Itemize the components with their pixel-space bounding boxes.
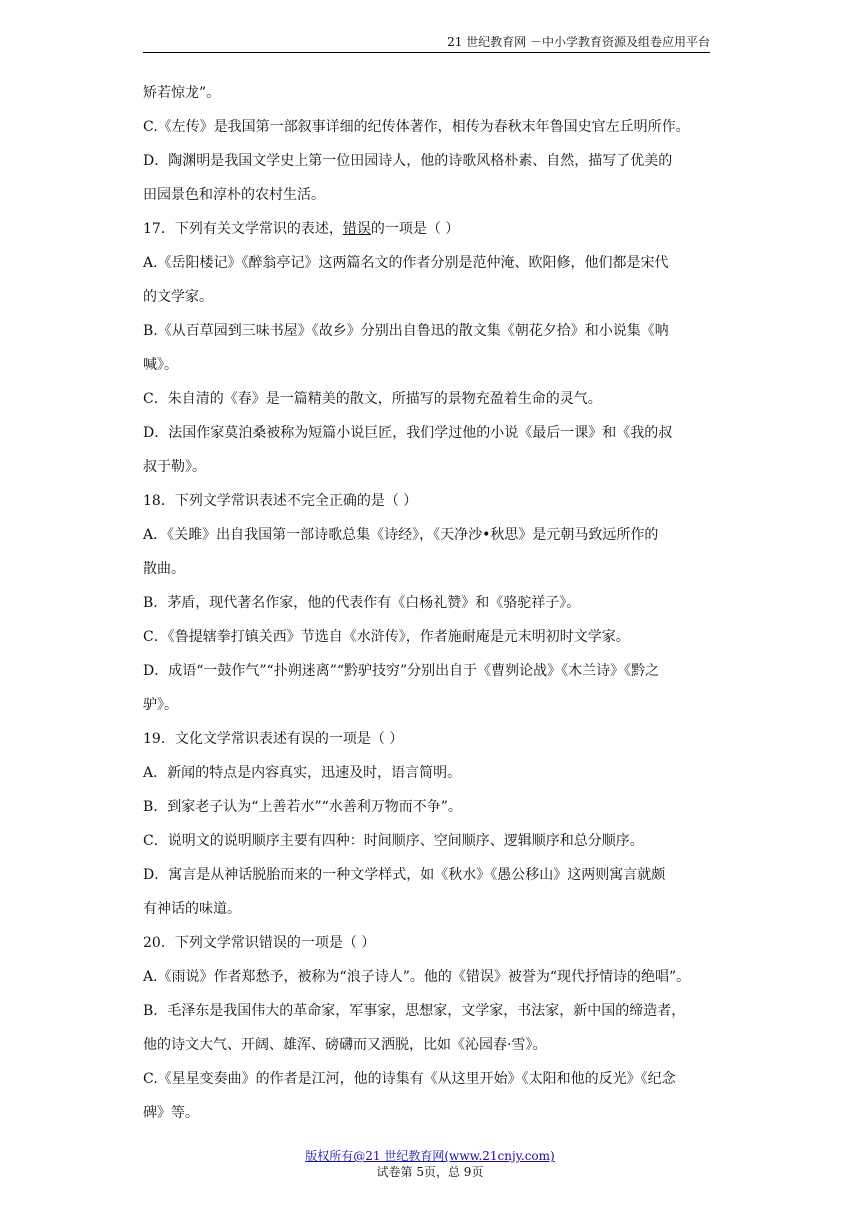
- text-line: 的文学家。: [143, 289, 213, 305]
- text-line: A．《关雎》出自我国第一部诗歌总集《诗经》，《天净沙•秋思》是元朝马致远所作的: [143, 527, 659, 543]
- text-line: A.《岳阳楼记》《醉翁亭记》这两篇名文的作者分别是范仲淹、欧阳修，他们都是宋代: [143, 255, 669, 271]
- question-18-stem: 18．下列文学常识表述不完全正确的是（ ）: [143, 493, 418, 509]
- text-line: B．毛泽东是我国伟大的革命家，军事家，思想家，文学家，书法家，新中国的缔造者，: [143, 1003, 686, 1019]
- text-line: 叔于勒》。: [143, 459, 206, 475]
- text-line: 碑》等。: [143, 1105, 199, 1121]
- text-line: C．朱自清的《春》是一篇精美的散文，所描写的景物充盈着生命的灵气。: [143, 391, 602, 407]
- underlined-keyword: 错误: [342, 221, 371, 237]
- header-text: 21 世纪教育网 －中小学教育资源及组卷应用平台: [447, 35, 710, 49]
- text-line: A．新闻的特点是内容真实，迅速及时，语言简明。: [143, 765, 462, 781]
- copyright-link[interactable]: 版权所有@21 世纪教育网(www.21cnjy.com): [305, 1149, 555, 1163]
- text-line: 田园景色和淳朴的农村生活。: [143, 187, 325, 203]
- text-line: D．陶渊明是我国文学史上第一位田园诗人，他的诗歌风格朴素、自然，描写了优美的: [143, 153, 673, 169]
- text-line: 有神话的味道。: [143, 901, 241, 917]
- document-body: [143, 76, 718, 1130]
- text-line: 驴》。: [143, 697, 178, 713]
- text-line: B．到家老子认为“上善若水”“水善利万物而不争”。: [143, 799, 462, 815]
- page-header: [143, 32, 710, 53]
- text-line: B．茅盾，现代著名作家，他的代表作有《白杨礼赞》和《骆驼祥子》。: [143, 595, 581, 611]
- question-20-stem: 20．下列文学常识错误的一项是（ ）: [143, 935, 376, 951]
- text-line: 散曲。: [143, 561, 185, 577]
- text-line: C.《星星变奏曲》的作者是江河，他的诗集有《从这里开始》《太阳和他的反光》《纪念: [143, 1071, 676, 1087]
- text-line: D．成语“一鼓作气”“扑朔迷离”“黔驴技穷”分别出自于《曹刿论战》《木兰诗》《黔之: [143, 663, 660, 679]
- text-line: 矫若惊龙”。: [143, 85, 221, 101]
- text-line: C．《鲁提辖拳打镇关西》节选自《水浒传》，作者施耐庵是元末明初时文学家。: [143, 629, 630, 645]
- question-19-stem: 19．文化文学常识表述有误的一项是（ ）: [143, 731, 404, 747]
- text-line: D．寓言是从神话脱胎而来的一种文学样式，如《秋水》《愚公移山》这两则寓言就颇: [143, 867, 666, 883]
- text-line: D．法国作家莫泊桑被称为短篇小说巨匠，我们学过他的小说《最后一课》和《我的叔: [143, 425, 673, 441]
- text-line: C.《左传》是我国第一部叙事详细的纪传体著作，相传为春秋末年鲁国史官左丘明所作。: [143, 119, 690, 135]
- text-line: A.《雨说》作者郑愁予，被称为“浪子诗人”。他的《错误》被誉为“现代抒情诗的绝唱”。: [143, 969, 691, 985]
- page-footer: [0, 1148, 860, 1180]
- text-line: B.《从百草园到三味书屋》《故乡》分别出自鲁迅的散文集《朝花夕拾》和小说集《呐: [143, 323, 669, 339]
- text-line: C．说明文的说明顺序主要有四种：时间顺序、空间顺序、逻辑顺序和总分顺序。: [143, 833, 644, 849]
- text-line: 他的诗文大气、开阔、雄浑、磅礴而又洒脱，比如《沁园春·雪》。: [143, 1037, 547, 1053]
- question-17-stem: 17．下列有关文学常识的表述，错误的一项是（ ）: [143, 221, 460, 237]
- text-line: 喊》。: [143, 357, 178, 373]
- page-info: 试卷第 5页，总 9页: [376, 1165, 484, 1179]
